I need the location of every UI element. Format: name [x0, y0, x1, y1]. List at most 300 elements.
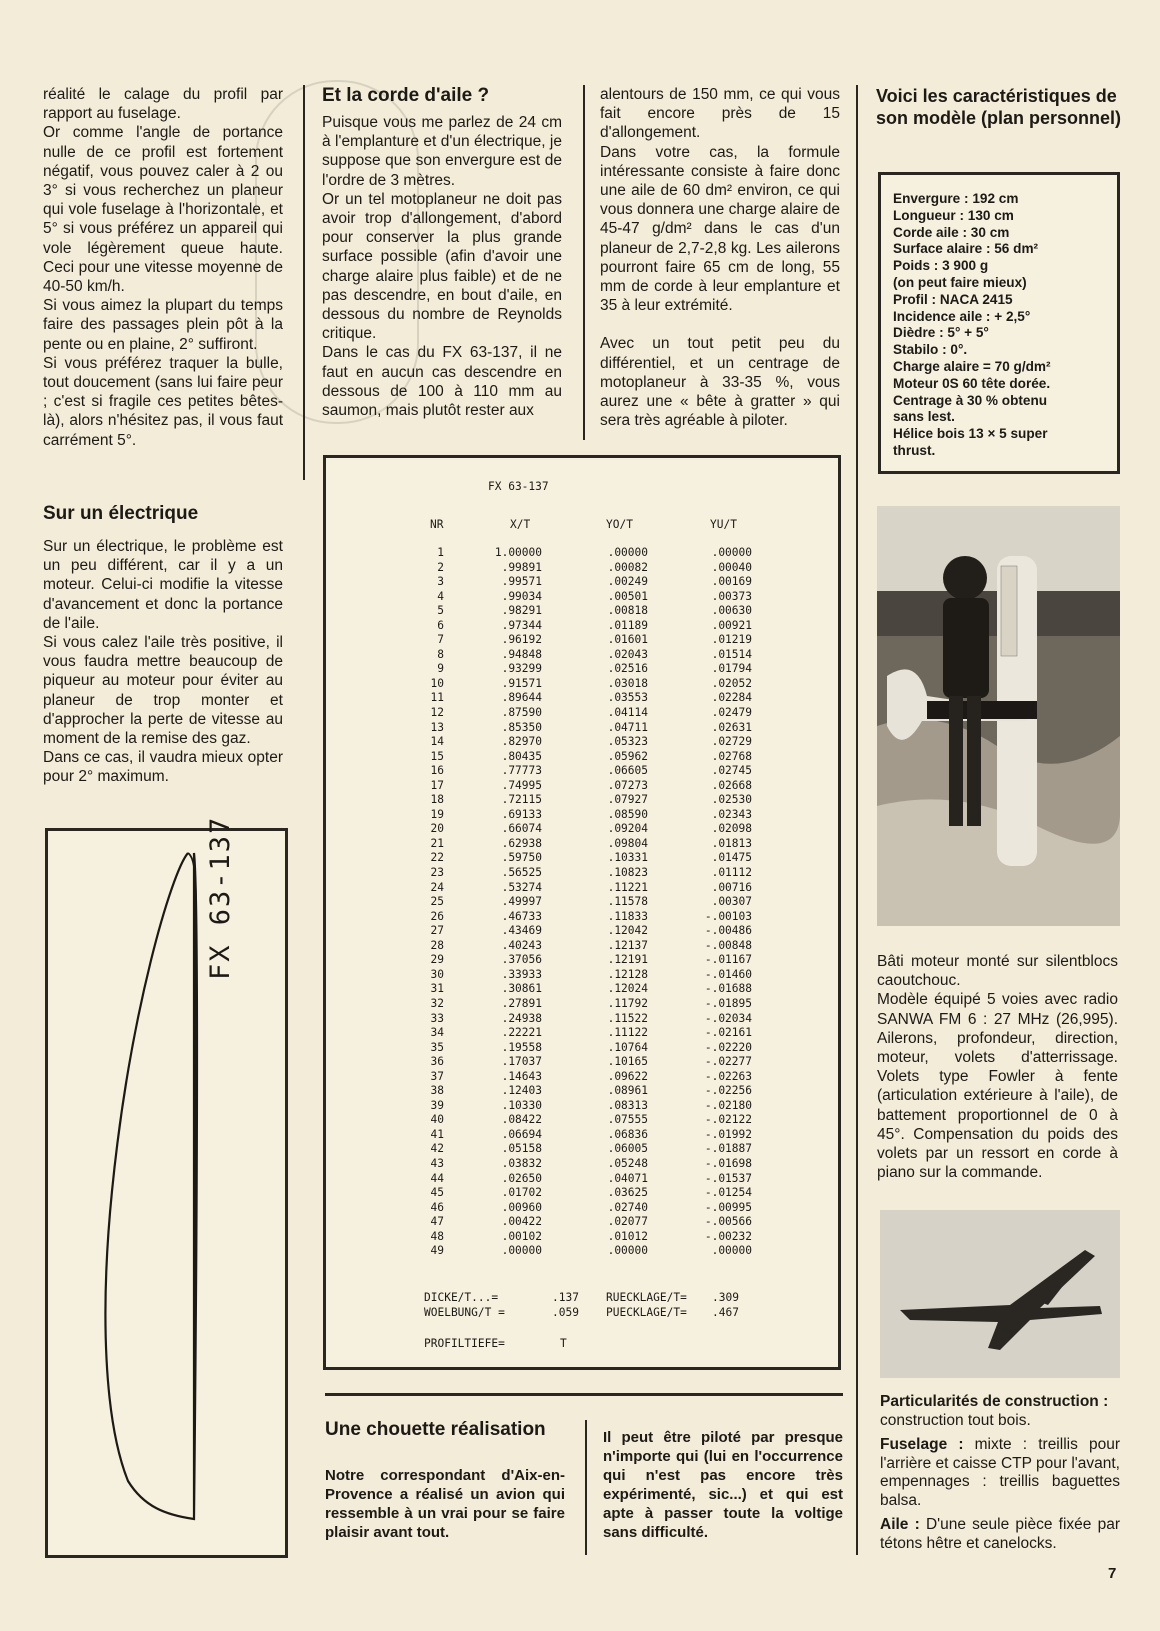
- yo-value: .04071: [607, 1171, 648, 1185]
- table-row: [326, 851, 838, 866]
- yu-value: -.00232: [704, 1229, 752, 1243]
- row-number: 37: [430, 1069, 444, 1083]
- table-row: [326, 619, 838, 634]
- x-value: .08422: [501, 1113, 542, 1127]
- table-row: [326, 546, 838, 561]
- yo-value: .02043: [607, 647, 648, 661]
- col1-paragraph: réalité le calage du profil par rapport au fuselage.: [43, 86, 283, 123]
- yu-value: -.02263: [704, 1069, 752, 1083]
- yo-value: .00082: [607, 560, 648, 574]
- yo-value: .01012: [607, 1229, 648, 1243]
- row-number: 33: [430, 1011, 444, 1025]
- fuselage-paragraph: [880, 1436, 1120, 1510]
- table-row: [326, 793, 838, 808]
- table-row: [326, 706, 838, 721]
- specs-heading: Voici les caractéristiques de son modèle (plan personnel): [876, 86, 1122, 128]
- yu-value: .00000: [711, 546, 752, 559]
- yo-value: .08961: [607, 1084, 648, 1098]
- yo-value: .08313: [607, 1098, 648, 1112]
- footer-dicke-label: DICKE/T...=: [424, 1291, 499, 1304]
- yu-value: -.00566: [704, 1215, 752, 1229]
- table-row: [326, 968, 838, 983]
- fuselage-text: mixte : treillis pour l'arrière et caisse CTP pour l'avant, empennages : treillis baguettes balsa.: [880, 1436, 1120, 1509]
- x-value: .17037: [501, 1055, 542, 1069]
- yu-value: -.01698: [704, 1156, 752, 1170]
- table-row: [326, 721, 838, 736]
- row-number: 9: [437, 662, 444, 676]
- row-number: 4: [437, 589, 444, 603]
- table-row: [326, 1201, 838, 1216]
- row-number: 29: [430, 953, 444, 967]
- yu-value: -.02034: [704, 1011, 752, 1025]
- column-rule: [583, 85, 585, 440]
- x-value: .19558: [501, 1040, 542, 1054]
- row-number: 2: [437, 560, 444, 574]
- yu-value: -.02161: [704, 1026, 752, 1040]
- bottom-rule: [325, 1393, 843, 1396]
- table-row: [326, 997, 838, 1012]
- table-row: [326, 808, 838, 823]
- yo-value: .00249: [607, 575, 648, 589]
- table-row: [326, 691, 838, 706]
- bottom-heading: Une chouette réalisation: [325, 1419, 546, 1440]
- photo-caption: [877, 952, 1118, 1182]
- x-value: .99571: [501, 575, 542, 589]
- x-value: .89644: [501, 691, 542, 705]
- yu-value: .00040: [711, 560, 752, 574]
- x-value: .69133: [501, 807, 542, 821]
- table-row: [326, 1041, 838, 1056]
- row-number: 16: [430, 764, 444, 778]
- fuselage-label: Fuselage :: [880, 1436, 964, 1453]
- yo-value: .03018: [607, 676, 648, 690]
- caption-paragraph: Modèle équipé 5 voies avec radio SANWA FM 6 : 27 MHz (26,995). Ailerons, profondeur, direction, moteur, volets d'atterrissage. Volets type Fowler à fente (articulation extérieure à l'aile), de battement proportionnel de 0 à 45°. Compensation du poids des volets par un ressort en corde à piano sur la commande.: [877, 991, 1118, 1182]
- x-value: .12403: [501, 1084, 542, 1098]
- table-header: YO/T: [606, 518, 633, 531]
- bottom-lead: Notre correspondant d'Aix-en-Provence a réalisé un avion qui ressemble à un vrai pour se faire plaisir avant tout.: [325, 1467, 565, 1541]
- table-row: [326, 590, 838, 605]
- spec-line: Dièdre : 5° + 5°: [893, 325, 989, 341]
- table-row: [326, 982, 838, 997]
- x-value: .82970: [501, 735, 542, 749]
- yo-value: .05962: [607, 749, 648, 763]
- row-number: 1: [437, 546, 444, 559]
- x-value: .99034: [501, 589, 542, 603]
- spec-line: Hélice bois 13 × 5 super: [893, 426, 1048, 442]
- table-header: X/T: [510, 518, 531, 531]
- row-number: 43: [430, 1156, 444, 1170]
- x-value: .96192: [501, 633, 542, 647]
- yu-value: -.01688: [704, 982, 752, 996]
- yu-value: -.01895: [704, 996, 752, 1010]
- x-value: .59750: [501, 851, 542, 865]
- column-3: [600, 85, 840, 430]
- spec-line: (on peut faire mieux): [893, 274, 1027, 290]
- table-row: [326, 837, 838, 852]
- yu-value: -.01254: [704, 1186, 752, 1200]
- col3-paragraph: Dans votre cas, la formule intéressante consiste à faire donc une aile de 60 dm² environ, ce qui vous donnera une charge alaire de 45-47 g/dm² dans le cas d'un planeur de 2,7-2,8 kg. Les ailerons pourront faire 65 cm de long, 55 mm de corde à leur emplanture et 35 à leur extrémité.: [600, 143, 840, 315]
- column-rule: [856, 85, 858, 1555]
- row-number: 44: [430, 1171, 444, 1185]
- table-title: FX 63-137: [488, 480, 549, 493]
- x-value: .91571: [501, 676, 542, 690]
- table-row: [326, 953, 838, 968]
- column-1: [43, 85, 283, 450]
- x-value: .98291: [501, 604, 542, 618]
- airfoil-label: FX 63-137: [205, 815, 236, 980]
- x-value: .72115: [501, 793, 542, 807]
- yo-value: .12128: [607, 967, 648, 981]
- row-number: 42: [430, 1142, 444, 1156]
- yu-value: .00000: [711, 1244, 752, 1258]
- x-value: .80435: [501, 749, 542, 763]
- x-value: .22221: [501, 1026, 542, 1040]
- table-row: [326, 866, 838, 881]
- yo-value: .09204: [607, 822, 648, 836]
- row-number: 19: [430, 807, 444, 821]
- yo-value: .10331: [607, 851, 648, 865]
- row-number: 20: [430, 822, 444, 836]
- yu-value: .01813: [711, 836, 752, 850]
- x-value: .14643: [501, 1069, 542, 1083]
- x-value: .00960: [501, 1200, 542, 1214]
- construction-text: construction tout bois.: [880, 1411, 1031, 1429]
- yo-value: .01189: [607, 618, 648, 632]
- x-value: .01702: [501, 1186, 542, 1200]
- yo-value: .05323: [607, 735, 648, 749]
- yo-value: .01601: [607, 633, 648, 647]
- yu-value: -.01992: [704, 1127, 752, 1141]
- spec-line: Poids : 3 900 g: [893, 258, 989, 274]
- photo-pilot-with-model: [877, 506, 1120, 926]
- yu-value: -.02122: [704, 1113, 752, 1127]
- yo-value: .03625: [607, 1186, 648, 1200]
- table-row: [326, 735, 838, 750]
- row-number: 30: [430, 967, 444, 981]
- yu-value: -.02277: [704, 1055, 752, 1069]
- yo-value: .02077: [607, 1215, 648, 1229]
- yo-value: .06005: [607, 1142, 648, 1156]
- yo-value: .12024: [607, 982, 648, 996]
- x-value: .46733: [501, 909, 542, 923]
- spec-line: Profil : NACA 2415: [893, 291, 1013, 307]
- table-row: [326, 677, 838, 692]
- col1-paragraph: Or comme l'angle de portance nulle de ce profil est fortement négatif, vous pouvez caler à 2 ou 3° si vous recherchez un planeur qui vole fuselage à l'horizontale, et 5° si vous préférez un appareil qui vole légèrement queue haute. Ceci pour une vitesse moyenne de 40-50 km/h.: [43, 124, 283, 296]
- table-rows: [326, 546, 838, 1259]
- page-number: 7: [1108, 1565, 1117, 1582]
- yo-value: .10823: [607, 866, 648, 880]
- row-number: 40: [430, 1113, 444, 1127]
- yo-value: .11578: [607, 895, 648, 909]
- table-row: [326, 575, 838, 590]
- construction-label: Particularités de construction :: [880, 1393, 1109, 1410]
- yu-value: -.02180: [704, 1098, 752, 1112]
- yu-value: .01475: [711, 851, 752, 865]
- x-value: .24938: [501, 1011, 542, 1025]
- yo-value: .07273: [607, 778, 648, 792]
- x-value: .05158: [501, 1142, 542, 1156]
- table-row: [326, 1026, 838, 1041]
- x-value: .06694: [501, 1127, 542, 1141]
- row-number: 5: [437, 604, 444, 618]
- yu-value: -.01167: [704, 953, 752, 967]
- row-number: 31: [430, 982, 444, 996]
- yo-value: .00000: [607, 546, 648, 559]
- yo-value: .00000: [607, 1244, 648, 1258]
- yo-value: .02516: [607, 662, 648, 676]
- construction-paragraph: [880, 1393, 1120, 1430]
- spec-line: Surface alaire : 56 dm²: [893, 241, 1039, 257]
- row-number: 11: [430, 691, 444, 705]
- row-number: 49: [430, 1244, 444, 1258]
- yu-value: -.00486: [704, 924, 752, 938]
- table-row: [326, 1012, 838, 1027]
- table-header: NR: [430, 518, 444, 531]
- airfoil-figure: [45, 828, 288, 1558]
- table-row: [326, 633, 838, 648]
- yo-value: .07555: [607, 1113, 648, 1127]
- table-row: [326, 1142, 838, 1157]
- yo-value: .12137: [607, 938, 648, 952]
- spec-line: Stabilo : 0°.: [893, 342, 968, 358]
- yo-value: .05248: [607, 1156, 648, 1170]
- row-number: 35: [430, 1040, 444, 1054]
- col1-paragraph: Si vous préférez traquer la bulle, tout doucement (sans lui faire peur ; c'est si fragile ces petites bêtes-là), alors n'hésitez pas, il vous faut carrément 5°.: [43, 354, 283, 449]
- x-value: .66074: [501, 822, 542, 836]
- table-row: [326, 1244, 838, 1259]
- yu-value: .01794: [711, 662, 752, 676]
- table-header: YU/T: [710, 518, 737, 531]
- spec-line: Moteur 0S 60 tête dorée.: [893, 375, 1051, 391]
- yo-value: .09804: [607, 836, 648, 850]
- yu-value: .02729: [711, 735, 752, 749]
- footer-rueck-label: RUECKLAGE/T=: [606, 1291, 687, 1304]
- yu-value: -.00848: [704, 938, 752, 952]
- footer-pueck-value: .467: [712, 1306, 739, 1319]
- x-value: .02650: [501, 1171, 542, 1185]
- bottom-lead-2: Il peut être piloté par presque n'importe qui (lui en l'occurrence qui n'est pas encore très expérimenté, sic...) et qui est apte à passer toute la voltige sans difficulté.: [603, 1429, 843, 1541]
- x-value: .49997: [501, 895, 542, 909]
- row-number: 48: [430, 1229, 444, 1243]
- table-row: [326, 1055, 838, 1070]
- col2-paragraph: Or un tel motoplaneur ne doit pas avoir trop d'allongement, d'abord pour conserver la plus grande surface possible (afin d'avoir une charge alaire plus faible) et de ne pas descendre, en bout d'aile, en dessous du nombre de Reynolds critique.: [322, 190, 562, 343]
- photo-plane-image: [880, 1210, 1120, 1378]
- airfoil-outline: [48, 831, 285, 1555]
- spec-line: Centrage à 30 % obtenu: [893, 392, 1048, 408]
- yu-value: .02768: [711, 749, 752, 763]
- row-number: 34: [430, 1026, 444, 1040]
- footer-profiltiefe-value: T: [560, 1337, 567, 1350]
- row-number: 10: [430, 676, 444, 690]
- col1-paragraph: Dans ce cas, il vaudra mieux opter pour 2° maximum.: [43, 749, 283, 786]
- table-row: [326, 1099, 838, 1114]
- x-value: .77773: [501, 764, 542, 778]
- table-row: [326, 561, 838, 576]
- yo-value: .09622: [607, 1069, 648, 1083]
- footer-woelbung-value: .059: [552, 1306, 579, 1319]
- yo-value: .12191: [607, 953, 648, 967]
- col3-paragraph: Avec un tout petit peu du différentiel, et un centrage de motoplaneur à 33-35 %, vous aurez une « bête à gratter » qui sera très agréable à piloter.: [600, 335, 840, 430]
- footer-rueck-value: .309: [712, 1291, 739, 1304]
- yo-value: .00501: [607, 589, 648, 603]
- row-number: 28: [430, 938, 444, 952]
- yu-value: .00373: [711, 589, 752, 603]
- section-heading-electrique: Sur un électrique: [43, 503, 199, 524]
- x-value: .03832: [501, 1156, 542, 1170]
- aile-paragraph: [880, 1516, 1120, 1553]
- row-number: 26: [430, 909, 444, 923]
- table-row: [326, 822, 838, 837]
- photo-plane-in-flight: [880, 1210, 1120, 1378]
- yo-value: .11792: [607, 996, 648, 1010]
- yu-value: .02668: [711, 778, 752, 792]
- row-number: 15: [430, 749, 444, 763]
- column-1-electrique: [43, 537, 283, 787]
- table-row: [326, 1128, 838, 1143]
- bottom-column-rule: [585, 1420, 587, 1555]
- row-number: 39: [430, 1098, 444, 1112]
- table-row: [326, 881, 838, 896]
- specs-box: [878, 172, 1120, 474]
- yu-value: .02098: [711, 822, 752, 836]
- footer-woelbung-label: WOELBUNG/T =: [424, 1306, 505, 1319]
- yu-value: .00169: [711, 575, 752, 589]
- table-row: [326, 1113, 838, 1128]
- yo-value: .08590: [607, 807, 648, 821]
- table-row: [326, 910, 838, 925]
- yu-value: .02479: [711, 706, 752, 720]
- footer-profiltiefe-label: PROFILTIEFE=: [424, 1337, 505, 1350]
- yo-value: .11833: [607, 909, 648, 923]
- col2-paragraph: Puisque vous me parlez de 24 cm à l'emplanture et d'un électrique, je suppose que son envergure est de l'ordre de 3 mètres.: [322, 114, 562, 189]
- row-number: 32: [430, 996, 444, 1010]
- x-value: .94848: [501, 647, 542, 661]
- table-row: [326, 1186, 838, 1201]
- col2-paragraph: Dans le cas du FX 63-137, il ne faut en aucun cas descendre en dessous de 100 à 110 mm au saumon, mais plutôt rester aux: [322, 344, 562, 420]
- row-number: 21: [430, 836, 444, 850]
- x-value: .53274: [501, 880, 542, 894]
- row-number: 13: [430, 720, 444, 734]
- x-value: .27891: [501, 996, 542, 1010]
- spec-line: Longueur : 130 cm: [893, 207, 1014, 223]
- row-number: 27: [430, 924, 444, 938]
- yo-value: .07927: [607, 793, 648, 807]
- yu-value: -.01460: [704, 967, 752, 981]
- x-value: .00102: [501, 1229, 542, 1243]
- table-row: [326, 1230, 838, 1245]
- column-rule: [303, 85, 305, 480]
- row-number: 22: [430, 851, 444, 865]
- construction-notes: [880, 1393, 1120, 1553]
- coordinate-table: [323, 455, 841, 1370]
- row-number: 18: [430, 793, 444, 807]
- yo-value: .02740: [607, 1200, 648, 1214]
- yu-value: .02530: [711, 793, 752, 807]
- row-number: 12: [430, 706, 444, 720]
- x-value: .97344: [501, 618, 542, 632]
- x-value: .30861: [501, 982, 542, 996]
- aile-text: D'une seule pièce fixée par tétons hêtre et canelocks.: [880, 1516, 1120, 1552]
- table-row: [326, 662, 838, 677]
- x-value: .37056: [501, 953, 542, 967]
- table-row: [326, 1172, 838, 1187]
- yu-value: .02631: [711, 720, 752, 734]
- table-row: [326, 895, 838, 910]
- yu-value: -.02256: [704, 1084, 752, 1098]
- row-number: 36: [430, 1055, 444, 1069]
- x-value: .43469: [501, 924, 542, 938]
- col3-paragraph: alentours de 150 mm, ce qui vous fait encore près de 15 d'allongement.: [600, 86, 840, 142]
- x-value: .33933: [501, 967, 542, 981]
- row-number: 47: [430, 1215, 444, 1229]
- yo-value: .10764: [607, 1040, 648, 1054]
- table-row: [326, 604, 838, 619]
- row-number: 38: [430, 1084, 444, 1098]
- row-number: 23: [430, 866, 444, 880]
- col1-paragraph: Si vous aimez la plupart du temps faire des passages plein pôt à la pente ou en plaine, 2° suffiront.: [43, 297, 283, 353]
- table-row: [326, 750, 838, 765]
- photo-pilot-image: [877, 506, 1120, 926]
- x-value: .40243: [501, 938, 542, 952]
- yu-value: .00716: [711, 880, 752, 894]
- spec-line: Incidence aile : + 2,5°: [893, 308, 1031, 324]
- spec-line: sans lest.: [893, 409, 955, 425]
- spec-line: Envergure : 192 cm: [893, 191, 1019, 206]
- yo-value: .03553: [607, 691, 648, 705]
- yu-value: .01514: [711, 647, 752, 661]
- row-number: 6: [437, 618, 444, 632]
- yu-value: .02284: [711, 691, 752, 705]
- table-row: [326, 779, 838, 794]
- x-value: .62938: [501, 836, 542, 850]
- yu-value: .00307: [711, 895, 752, 909]
- table-row: [326, 1215, 838, 1230]
- row-number: 14: [430, 735, 444, 749]
- table-row: [326, 1084, 838, 1099]
- footer-dicke-value: .137: [552, 1291, 579, 1304]
- row-number: 46: [430, 1200, 444, 1214]
- column-2: [322, 113, 562, 420]
- yu-value: -.01887: [704, 1142, 752, 1156]
- x-value: .87590: [501, 706, 542, 720]
- table-row: [326, 648, 838, 663]
- table-row: [326, 924, 838, 939]
- x-value: 1.00000: [494, 546, 542, 559]
- x-value: .74995: [501, 778, 542, 792]
- yu-value: .01112: [711, 866, 752, 880]
- x-value: .56525: [501, 866, 542, 880]
- yo-value: .11522: [607, 1011, 648, 1025]
- yo-value: .11221: [607, 880, 648, 894]
- spec-line: thrust.: [893, 442, 936, 458]
- yu-value: .02052: [711, 676, 752, 690]
- table-row: [326, 1070, 838, 1085]
- row-number: 7: [437, 633, 444, 647]
- x-value: .85350: [501, 720, 542, 734]
- yo-value: .12042: [607, 924, 648, 938]
- table-row: [326, 764, 838, 779]
- yu-value: .02343: [711, 807, 752, 821]
- x-value: .00000: [501, 1244, 542, 1258]
- row-number: 17: [430, 778, 444, 792]
- yu-value: -.00103: [704, 909, 752, 923]
- aile-label: Aile :: [880, 1516, 920, 1533]
- spec-line: Corde aile : 30 cm: [893, 224, 1010, 240]
- yo-value: .06605: [607, 764, 648, 778]
- yo-value: .10165: [607, 1055, 648, 1069]
- spec-line: Charge alaire = 70 g/dm²: [893, 358, 1051, 374]
- row-number: 45: [430, 1186, 444, 1200]
